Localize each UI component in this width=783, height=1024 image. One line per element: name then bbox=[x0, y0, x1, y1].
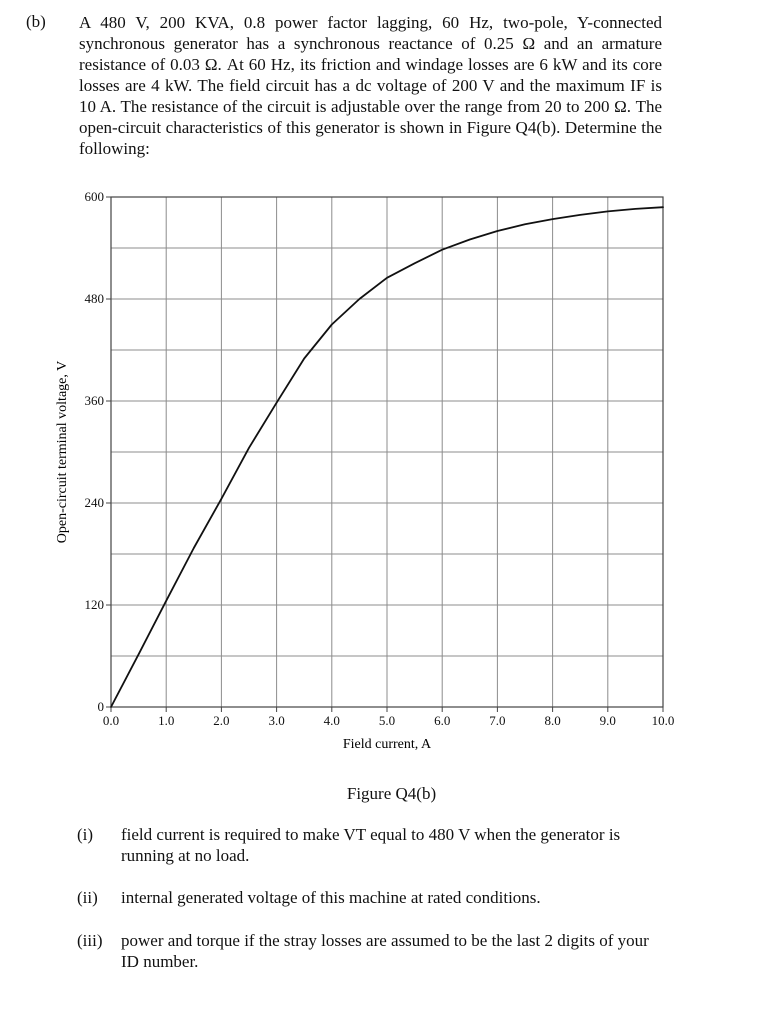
y-tick-label: 240 bbox=[84, 495, 104, 510]
question-number: (ii) bbox=[77, 888, 98, 907]
x-tick-label: 10.0 bbox=[651, 713, 675, 728]
x-tick-label: 6.0 bbox=[434, 713, 451, 728]
x-tick-label: 5.0 bbox=[378, 713, 396, 728]
y-tick-label: 480 bbox=[84, 291, 104, 306]
chart-tick-labels bbox=[85, 189, 675, 728]
chart-grid bbox=[111, 197, 663, 707]
y-tick-label: 360 bbox=[84, 393, 104, 408]
x-axis-label: Field current, A bbox=[342, 737, 432, 752]
x-tick-label: 7.0 bbox=[489, 713, 506, 728]
y-axis-label: Open-circuit terminal voltage, V bbox=[55, 360, 70, 544]
y-tick-label: 120 bbox=[84, 597, 104, 612]
figure-caption: Figure Q4(b) bbox=[346, 784, 437, 803]
question-text: power and torque if the stray losses are assumed to be the last 2 digits of your ID number. bbox=[121, 931, 649, 971]
y-tick-label: 600 bbox=[84, 189, 104, 204]
x-tick-label: 1.0 bbox=[158, 713, 175, 728]
x-tick-label: 4.0 bbox=[323, 713, 340, 728]
x-tick-label: 0.0 bbox=[102, 713, 120, 728]
problem-statement: A 480 V, 200 KVA, 0.8 power factor lagging, 60 Hz, two-pole, Y-connected synchronous generator has a synchronous reactance of 0.25 Ω and an armature resistance of 0.03 Ω. At 60 Hz, its friction and windage losses are 6 kW and its core losses are 4 kW. The field circuit has a dc voltage of 200 V and the maximum IF is 10 A. The resistance of the circuit is adjustable over the range from 20 to 200 Ω. The open-circuit characteristics of this generator is shown in Figure Q4(b). Determine the following: bbox=[79, 13, 662, 158]
y-tick-label: 0 bbox=[97, 699, 104, 714]
question-text: internal generated voltage of this machine at rated conditions. bbox=[121, 888, 541, 907]
x-tick-label: 9.0 bbox=[599, 713, 616, 728]
x-tick-label: 3.0 bbox=[268, 713, 285, 728]
part-label: (b) bbox=[26, 12, 46, 31]
question-number: (iii) bbox=[77, 931, 103, 950]
question-text: field current is required to make VT equal to 480 V when the generator is running at no load. bbox=[121, 825, 621, 865]
question-number: (i) bbox=[77, 825, 94, 844]
x-tick-label: 8.0 bbox=[544, 713, 561, 728]
x-tick-label: 2.0 bbox=[213, 713, 230, 728]
